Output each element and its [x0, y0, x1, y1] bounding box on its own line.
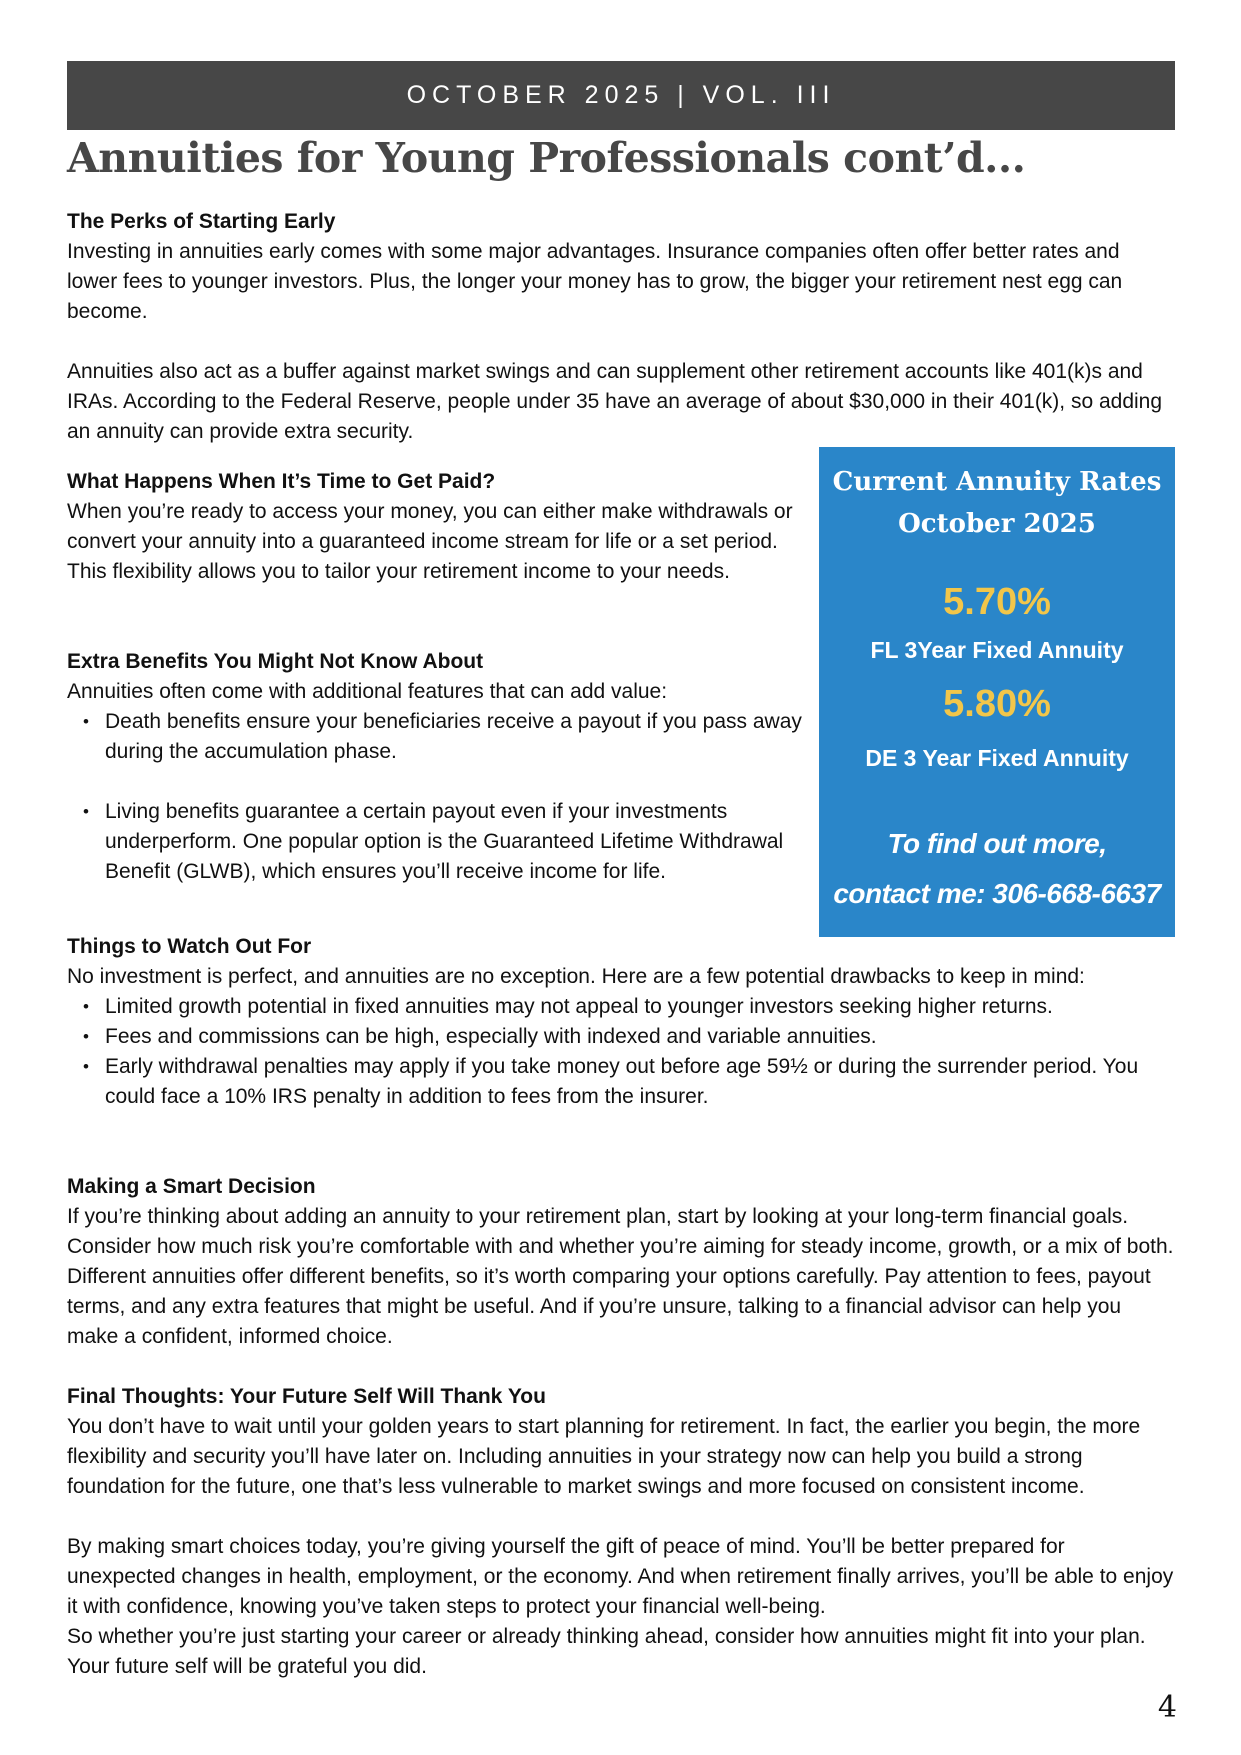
- rates-title-line: Current Annuity Rates: [832, 467, 1162, 497]
- section-heading: The Perks of Starting Early: [67, 210, 336, 233]
- rates-box-title: [819, 461, 1175, 545]
- rate-label: DE 3 Year Fixed Annuity: [865, 745, 1129, 771]
- paragraph: Annuities also act as a buffer against market swings and can supplement other retirement accounts like 401(k)s and IRAs. According to the Federal Reserve, people under 35 have an average of about $30,000 in their 401(k), so adding an annuity can provide extra security.: [67, 360, 1163, 443]
- paragraph: Annuities often come with additional features that can add value:: [67, 680, 668, 703]
- contact-cta: [819, 819, 1175, 919]
- page-number: 4: [1157, 1690, 1177, 1725]
- section-extra-benefits: [67, 647, 802, 887]
- list-item: • Early withdrawal penalties may apply if you take money out before age 59½ or during the surrender period. You could face a 10% IRS penalty in addition to fees from the insurer.: [67, 1052, 1175, 1112]
- issue-banner: OCTOBER 2025 | VOL. III: [67, 61, 1175, 130]
- rates-title-line: October 2025: [898, 509, 1096, 539]
- section-get-paid: [67, 467, 802, 587]
- section-heading: What Happens When It’s Time to Get Paid?: [67, 470, 496, 493]
- section-watch-out: [67, 932, 1175, 1112]
- paragraph: You don’t have to wait until your golden years to start planning for retirement. In fact, the earlier you begin, the more flexibility and security you’ll have later on. Including annuities in your strategy now can help you build a strong foundation for the future, one that’s less vulnerable to market swings and more focused on consistent income.: [67, 1415, 1141, 1498]
- paragraph: No investment is perfect, and annuities are no exception. Here are a few potential drawbacks to keep in mind:: [67, 965, 1085, 988]
- list-item: • Death benefits ensure your beneficiaries receive a payout if you pass away during the accumulation phase.: [67, 707, 802, 767]
- cta-line: To find out more,: [887, 828, 1107, 859]
- drawbacks-list: [67, 992, 1175, 1112]
- rate-label: FL 3Year Fixed Annuity: [870, 637, 1124, 663]
- rate-value: 5.70%: [943, 581, 1051, 623]
- paragraph: When you’re ready to access your money, you can either make withdrawals or convert your annuity into a guaranteed income stream for life or a set period. This flexibility allows you to tailor your retirement income to your needs.: [67, 500, 793, 583]
- list-item: • Living benefits guarantee a certain payout even if your investments underperform. One popular option is the Guaranteed Lifetime Withdrawal Benefit (GLWB), which ensures you’ll receive income for life.: [67, 797, 802, 887]
- section-heading: Extra Benefits You Might Not Know About: [67, 650, 484, 673]
- page-title: Annuities for Young Professionals cont’d...: [67, 134, 1026, 182]
- section-heading: Things to Watch Out For: [67, 935, 312, 958]
- paragraph: Investing in annuities early comes with some major advantages. Insurance companies often offer better rates and lower fees to younger investors. Plus, the longer your money has to grow, the bigger your retirement nest egg can become.: [67, 240, 1123, 323]
- rate-value: 5.80%: [943, 683, 1051, 725]
- section-heading: Final Thoughts: Your Future Self Will Thank You: [67, 1385, 546, 1408]
- benefits-list: [67, 707, 802, 887]
- section-perks: [67, 207, 1175, 447]
- list-item: • Fees and commissions can be high, especially with indexed and variable annuities.: [67, 1022, 1175, 1052]
- section-heading: Making a Smart Decision: [67, 1175, 316, 1198]
- paragraph: If you’re thinking about adding an annuity to your retirement plan, start by looking at your long-term financial goals. Consider how much risk you’re comfortable with and whether you’re aiming for steady income, growth, or a mix of both. Different annuities offer different benefits, so it’s worth comparing your options carefully. Pay attention to fees, payout terms, and any extra features that might be useful. And if you’re unsure, talking to a financial advisor can help you make a confident, informed choice.: [67, 1205, 1174, 1348]
- cta-phone: contact me: 306-668-6637: [833, 878, 1161, 909]
- list-item: • Limited growth potential in fixed annuities may not appeal to younger investors seeking higher returns.: [67, 992, 1175, 1022]
- paragraph: By making smart choices today, you’re giving yourself the gift of peace of mind. You’ll be better prepared for unexpected changes in health, employment, or the economy. And when retirement finally arrives, you’ll be able to enjoy it with confidence, knowing you’ve taken steps to protect your financial well-being.: [67, 1535, 1174, 1618]
- annuity-rates-box: [819, 447, 1175, 937]
- section-smart-decision: [67, 1172, 1175, 1352]
- section-final-thoughts: [67, 1382, 1175, 1682]
- paragraph: So whether you’re just starting your career or already thinking ahead, consider how annuities might fit into your plan. Your future self will be grateful you did.: [67, 1625, 1146, 1678]
